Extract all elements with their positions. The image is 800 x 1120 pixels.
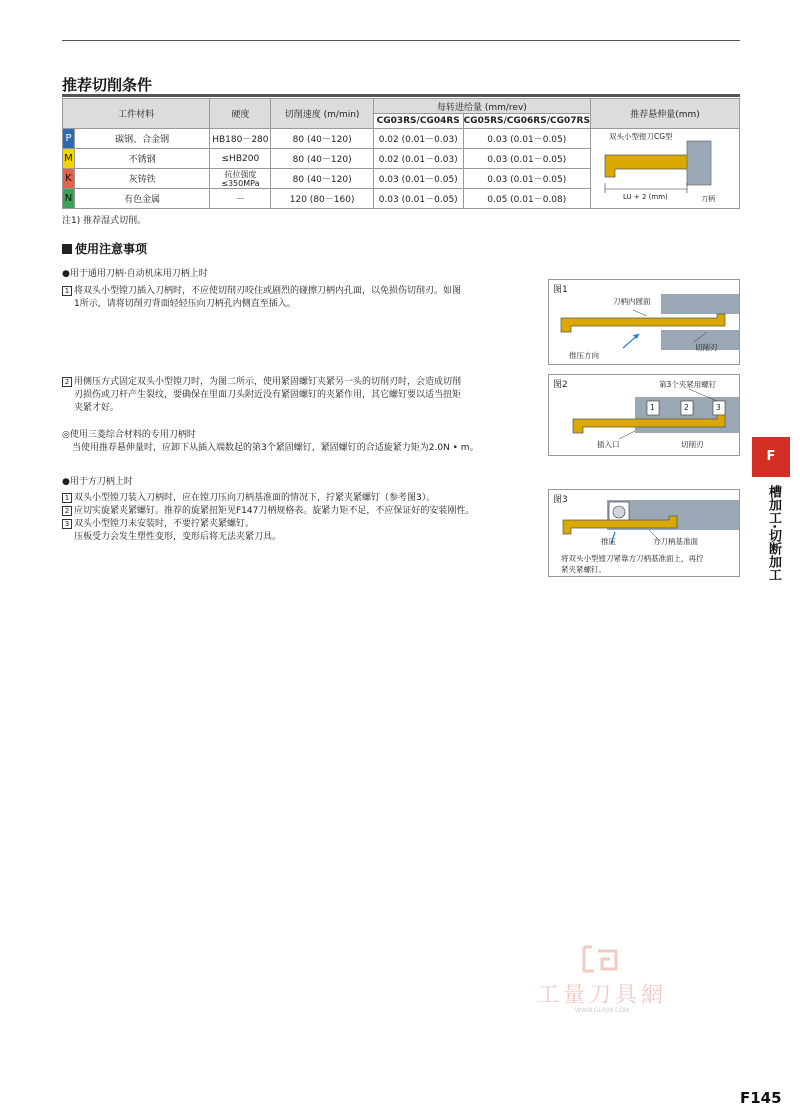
item-number-badge: 2 [62, 506, 72, 516]
speed-cell: 80 (40－120) [271, 169, 373, 189]
square-item3-line2: 压板受力会发生塑性变形，变形后将无法夹紧刀具。 [74, 532, 282, 542]
header-speed: 切削速度 (m/min) [271, 99, 373, 129]
figure-2-screw-2-number: 2 [684, 403, 689, 412]
title-rule [62, 94, 740, 97]
hardness-line2: ≤350MPa [221, 178, 260, 188]
item-number-badge: 1 [62, 493, 72, 503]
feed2-cell: 0.03 (0.01－0.05) [463, 149, 590, 169]
feed1-cell: 0.03 (0.01－0.05) [373, 169, 463, 189]
general-item2-line1: 用侧压方式固定双头小型镗刀时，为图二所示，使用紧固螺钉夹紧另一头的切削刃时，会造成切削 [74, 377, 462, 387]
speed-cell: 80 (40－120) [271, 129, 373, 149]
square-holder-heading: ●用于方刀柄上时 [62, 477, 133, 487]
figure-1-inner-face: 刀柄内圆面 [613, 297, 651, 306]
iso-badge-k: K [63, 169, 75, 189]
square-holder-items [62, 492, 546, 544]
square-item3-line1: 双头小型镗刀未安装时，不要拧紧夹紧螺钉。 [74, 519, 255, 529]
material-cell: 灰铸铁 [74, 169, 209, 189]
mitsubishi-heading: ◎使用三菱综合材料的专用刀柄时 [62, 430, 196, 440]
hardness-cell: ≤HB200 [210, 149, 271, 169]
table-row [63, 129, 740, 149]
figure-2-screw3-label: 第3个夹紧用螺钉 [659, 380, 717, 389]
figure-2 [548, 374, 740, 456]
general-item1-line1: 将双头小型镗刀插入刀柄时，不应使切削刃咬住或剧烈的碰擦刀柄内孔面，以免损伤切削刃。如图 [74, 286, 462, 296]
figure-2-label: 图2 [553, 380, 568, 390]
section-title: 推荐切削条件 [62, 76, 153, 94]
feed2-cell: 0.03 (0.01－0.05) [463, 169, 590, 189]
watermark-logo-icon [580, 945, 620, 973]
overhang-label-top: 双头小型镗刀CG型 [608, 132, 673, 141]
header-hardness: 硬度 [210, 99, 271, 129]
figure-3-drawing [549, 490, 739, 550]
general-item2-line3: 夹紧才好。 [74, 403, 120, 413]
figure-3-ref-face: 方刀柄基准面 [653, 537, 698, 546]
material-cell: 碳钢、合金钢 [74, 129, 209, 149]
speed-cell: 80 (40－120) [271, 149, 373, 169]
figure-1-label: 图1 [553, 285, 568, 295]
chapter-title-vertical: 槽加工·切断加工 [766, 485, 781, 581]
feed1-cell: 0.02 (0.01－0.03) [373, 149, 463, 169]
cutting-conditions-table [62, 98, 740, 209]
overhang-diagram-cell [590, 129, 739, 209]
figure-3 [548, 489, 740, 577]
square-item1: 双头小型镗刀装入刀柄时，应在镗刀压向刀柄基准面的情况下，拧紧夹紧螺钉（参考图3）。 [74, 493, 436, 503]
watermark-url: WWW.GLRJW.COM [574, 1007, 630, 1014]
item-number-badge: 3 [62, 519, 72, 529]
item-number-badge: 1 [62, 286, 72, 296]
usage-title [62, 240, 147, 257]
speed-cell: 120 (80－160) [271, 189, 373, 209]
hardness-cell: － [210, 189, 271, 209]
figure-1 [548, 279, 740, 365]
iso-badge-p: P [63, 129, 75, 149]
figure-3-caption-line1: 将双头小型镗刀紧靠方刀柄基准面上，再拧 [561, 554, 704, 563]
figure-2-screw-3-number: 3 [716, 403, 721, 412]
page-number: F145 [740, 1089, 782, 1107]
figure-3-label: 图3 [553, 495, 568, 505]
header-feed-group: 每转进给量 (mm/rev) [373, 99, 590, 114]
figure-3-caption-line2: 紧夹紧螺钉。 [561, 565, 606, 574]
overhang-dimension-label: LU + 2 (mm) [622, 193, 668, 201]
figure-1-push-direction: 推压方向 [569, 351, 599, 360]
hardness-cell: HB180－280 [210, 129, 271, 149]
header-overhang: 推荐悬伸量(mm) [590, 99, 739, 129]
figure-2-insert-port: 插入口 [597, 440, 620, 449]
iso-badge-m: M [63, 149, 75, 169]
mitsubishi-line: 当使用推荐悬伸量时，应卸下从插入端数起的第3个紧固螺钉，紧固螺钉的合适旋紧力矩为2.0N • m。 [72, 443, 479, 453]
header-material: 工件材料 [63, 99, 210, 129]
header-feed-col1: CG03RS/CG04RS [373, 114, 463, 129]
feed2-cell: 0.03 (0.01－0.05) [463, 129, 590, 149]
header-feed-col2: CG05RS/CG06RS/CG07RS [463, 114, 590, 129]
overhang-diagram [591, 129, 739, 205]
general-item2-line2: 刃损伤或刀杆产生裂纹，要确保在里面刀头附近没有紧固螺钉的夹紧作用，其它螺钉要以适当扭矩 [74, 390, 462, 400]
general-item1-line2: 1所示，请将切削刃背面轻轻压向刀柄孔内侧直至插入。 [74, 299, 296, 309]
iso-badge-n: N [63, 189, 75, 209]
chapter-tab: F [752, 437, 790, 477]
overhang-shank-label: 刀柄 [700, 195, 715, 203]
table-note: 注1) 推荐湿式切削。 [62, 216, 147, 226]
feed2-cell: 0.05 (0.01－0.08) [463, 189, 590, 209]
mitsubishi-holder-block [62, 429, 546, 455]
figure-1-edge: 切削刃 [695, 343, 718, 352]
hardness-cell [210, 169, 271, 189]
square-bullet-icon [62, 244, 72, 254]
general-item2 [62, 376, 546, 415]
watermark-text: 工量刀具網 [537, 983, 668, 1008]
shank-shape [687, 141, 711, 185]
clamp-screw-icon [613, 506, 625, 518]
feed1-cell: 0.02 (0.01－0.03) [373, 129, 463, 149]
material-cell: 不锈钢 [74, 149, 209, 169]
general-holder-heading: ●用于通用刀柄·自动机床用刀柄上时 [62, 269, 208, 279]
figure-2-edge: 切削刃 [681, 440, 704, 449]
top-rule [62, 40, 740, 41]
figure-2-screw-1-number: 1 [650, 403, 655, 412]
usage-title-text: 使用注意事项 [75, 242, 148, 256]
hardness-line1: 抗拉强度 [224, 169, 257, 179]
item-number-badge: 2 [62, 377, 72, 387]
square-item2: 应切实旋紧夹紧螺钉。推荐的旋紧扭矩见F147刀柄规格表。旋紧力矩不足，不应保证好的安装刚性。 [74, 506, 475, 516]
figure-3-push: 推压 [601, 537, 616, 546]
general-item1 [62, 285, 546, 311]
feed1-cell: 0.03 (0.01－0.05) [373, 189, 463, 209]
material-cell: 有色金属 [74, 189, 209, 209]
